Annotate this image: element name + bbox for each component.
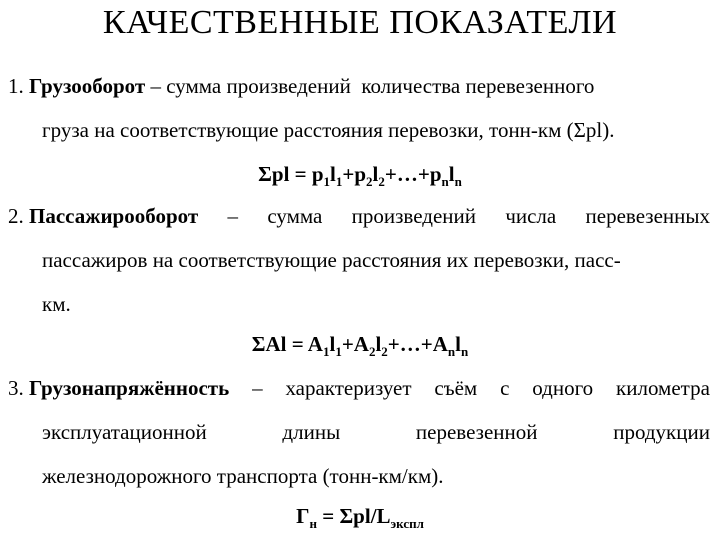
item-2-line-2: пассажиров на соответствующие расстояния их перевозки, пасс- bbox=[42, 248, 621, 272]
item-3-lead: 3. Грузонапряжённость bbox=[8, 376, 230, 400]
item-1-text-b: количества перевезенного bbox=[361, 74, 595, 98]
item-3-line-3: железнодорожного транспорта (тонн-км/км). bbox=[42, 464, 444, 488]
item-2-line-1: 2. Пассажирооборот – сумма произведений числа перевезенных bbox=[8, 204, 710, 228]
page-title: КАЧЕСТВЕННЫЕ ПОКАЗАТЕЛИ bbox=[102, 4, 618, 41]
formula-3: $Г_н = \Sigma pl/L_{экспл}$ bbox=[296, 504, 424, 531]
item-1-line-1 bbox=[8, 72, 594, 100]
item-1-number: 1. bbox=[8, 74, 24, 98]
formula-2: $\Sigma Al = A_1l_1+A_2l_2+\dots+A_nl_n$ bbox=[251, 332, 469, 359]
item-1-line-2: груза на соответствующие расстояния перевозки, тонн-км (Σpl). bbox=[42, 118, 615, 142]
item-3-line-1: 3. Грузонапряжённость – характеризует съём с одного километра bbox=[8, 376, 710, 400]
item-3-line-2: эксплуатационной длины перевезенной продукции bbox=[42, 420, 710, 444]
item-2-line-3: км. bbox=[42, 292, 71, 316]
item-3-term: Грузонапряжённость bbox=[29, 376, 230, 400]
formula-1: $\Sigma pl = p_1l_1+p_2l_2+\dots+p_nl_n$ bbox=[258, 162, 462, 189]
item-2-lead: 2. Пассажирооборот bbox=[8, 204, 199, 228]
item-1-term: Грузооборот bbox=[29, 74, 146, 98]
item-2-term: Пассажирооборот bbox=[29, 204, 199, 228]
item-1-text-a: – сумма произведений bbox=[150, 74, 351, 98]
